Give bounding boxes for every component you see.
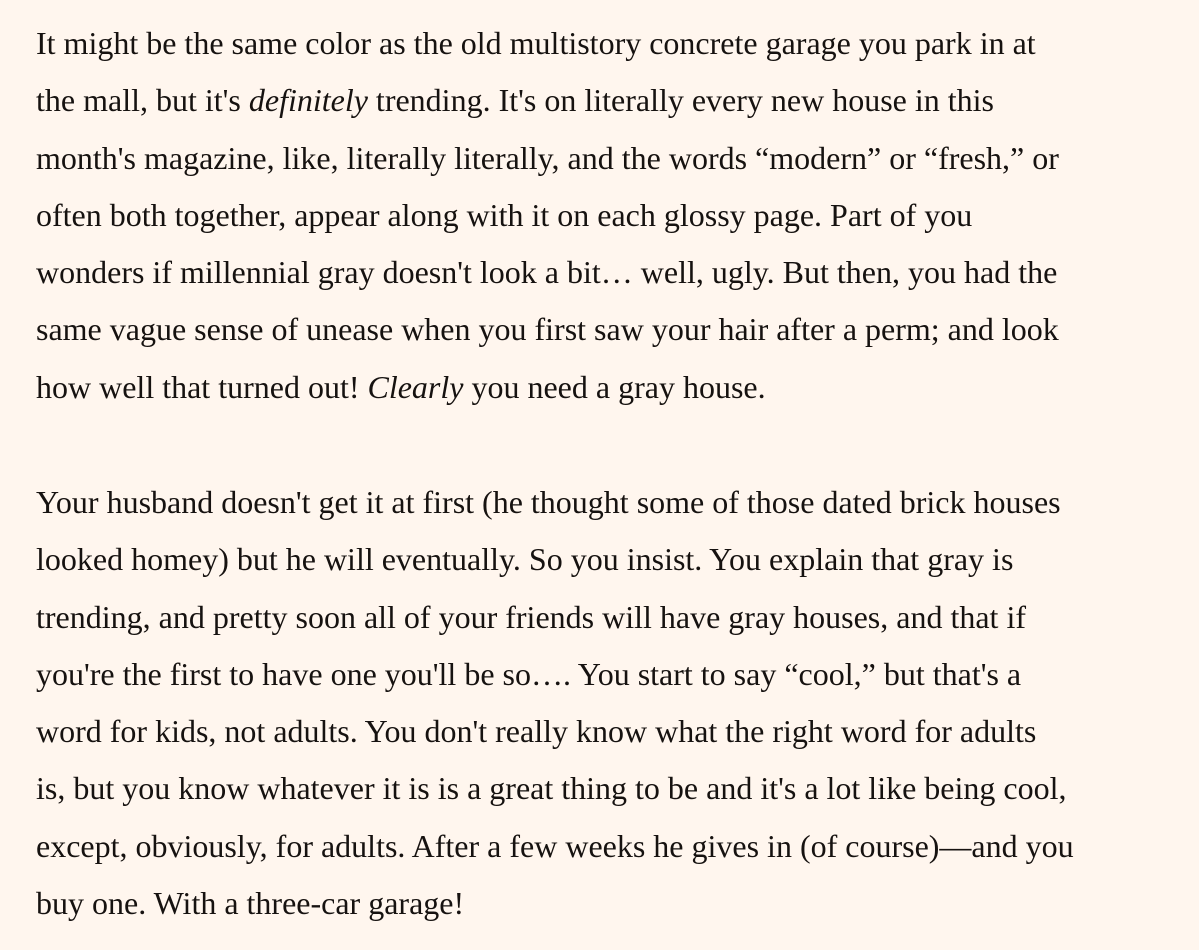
paragraph-2-line-5: word for kids, not adults. You don't really know what the right word for adults (36, 713, 1037, 750)
paragraph-1-line-6: same vague sense of unease when you first saw your hair after a perm; and look (36, 311, 1059, 348)
paragraph-2-line-7: except, obviously, for adults. After a few weeks he gives in (of course)—and you (36, 827, 1074, 864)
line-text: you need a gray house. (463, 368, 766, 405)
line-text: how well that turned out! (36, 368, 368, 405)
paragraph-1-line-1: It might be the same color as the old multistory concrete garage you park in at (36, 25, 1036, 61)
paragraph-1-line-3: month's magazine, like, literally literally, and the words “modern” or “fresh,” or (36, 139, 1059, 176)
line-text: the mall, but it's (36, 82, 249, 119)
emphasis-definitely: definitely (248, 82, 368, 119)
paragraph-1-line-2 (36, 72, 1179, 129)
paragraph-2-line-2: looked homey) but he will eventually. So you insist. You explain that gray is (36, 541, 1014, 578)
paragraph-2-line-4: you're the first to have one you'll be so…. You start to say “cool,” but that's a (36, 655, 1022, 692)
paragraph-1-line-4: often both together, appear along with it on each glossy page. Part of you (36, 196, 973, 233)
paragraph-2-line-1: Your husband doesn't get it at first (he thought some of those dated brick houses (36, 484, 1061, 520)
paragraph-2-line-3: trending, and pretty soon all of your friends will have gray houses, and that if (36, 598, 1026, 635)
paragraph-2-line-6: is, but you know whatever it is is a great thing to be and it's a lot like being cool, (36, 770, 1067, 807)
paragraph-2 (36, 474, 1179, 932)
line-text: trending. It's on literally every new house in this (367, 82, 994, 119)
paragraph-1-line-7 (36, 359, 1179, 416)
paragraph-1-line-5: wonders if millennial gray doesn't look a bit… well, ugly. But then, you had the (36, 254, 1058, 291)
emphasis-clearly: Clearly (367, 368, 464, 405)
paragraph-2-line-8: buy one. With a three-car garage! (36, 885, 465, 922)
paragraph-1 (36, 15, 1179, 416)
